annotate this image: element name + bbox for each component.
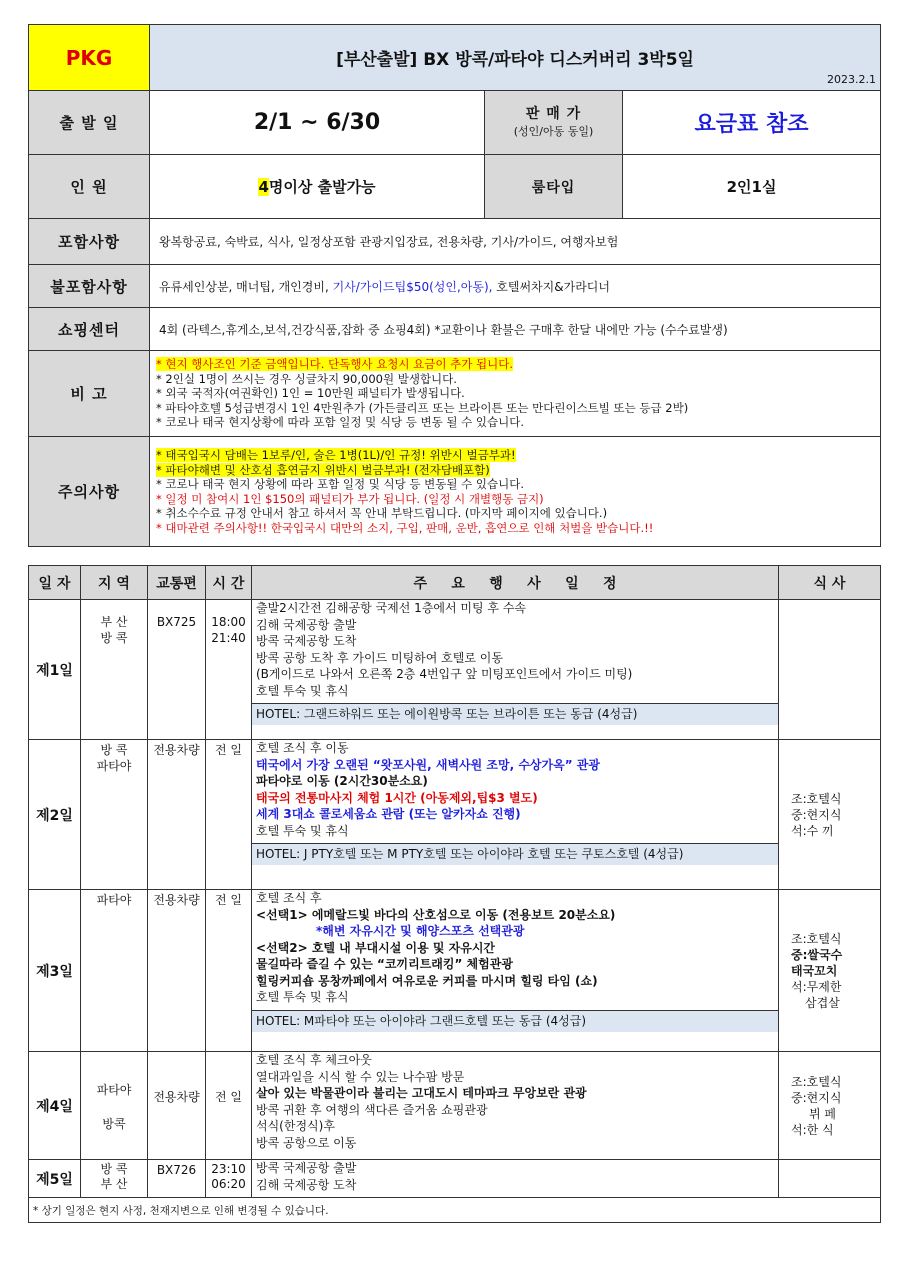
depart-label: 출 발 일 <box>29 91 150 155</box>
caution-label: 주의사항 <box>29 437 150 547</box>
day-items <box>252 1160 779 1198</box>
itinerary-item: 호텔 투숙 및 휴식 <box>256 990 349 1004</box>
day-row <box>29 600 881 740</box>
itinerary-item: 출발2시간전 김해공항 국제선 1층에서 미팅 후 수속 <box>256 601 526 615</box>
day-meals: 조:호텔식 중:쌀국수 태국꼬치 석:무제한 삼겹살 <box>779 890 881 1052</box>
price-value: 요금표 참조 <box>623 91 881 155</box>
day-time: 전 일 <box>206 740 252 890</box>
itinerary-item: 힐링커피숍 몽창까페에서 여유로운 커피를 마시며 힐링 타임 (쇼) <box>256 973 598 988</box>
include-label: 포함사항 <box>29 219 150 265</box>
itinerary-item: 호텔 조식 후 이동 <box>256 741 349 755</box>
itinerary-item: 호텔 투숙 및 휴식 <box>256 683 349 698</box>
day-time: 전 일 <box>206 1052 252 1160</box>
day-transport: 전용차량 <box>148 1052 206 1160</box>
day-meals: 조:호텔식 중:현지식 석:수 끼 <box>779 740 881 890</box>
doc-date: 2023.2.1 <box>827 73 877 86</box>
exclude-text-c: 호텔써차지&가라디너 <box>492 279 610 294</box>
day-region: 파타야 <box>81 890 148 1052</box>
itinerary-item: 열대과일을 시식 할 수 있는 나수팜 방문 <box>256 1069 465 1084</box>
hotel-info: HOTEL: M파타야 또는 아이야라 그랜드호텔 또는 동급 (4성급) <box>252 1010 778 1032</box>
itinerary-item: <선택2> 호텔 내 부대시설 이용 및 자유시간 <box>256 940 495 955</box>
day-region: 부 산 방 콕 <box>81 600 148 740</box>
caution-item: * 코로나 태국 현지 상황에 따라 포함 일정 및 식당 등 변동될 수 있습니다. <box>156 477 524 491</box>
tour-title-cell <box>150 25 881 91</box>
caution-list <box>150 437 881 547</box>
shop-label: 쇼핑센터 <box>29 308 150 351</box>
itinerary-item: 파타야로 이동 (2시간30분소요) <box>256 774 428 788</box>
remark-item: * 코로나 태국 현지상황에 따라 포함 일정 및 식당 등 변동 될 수 있습니다. <box>156 415 524 430</box>
itinerary-item: 세계 3대쇼 콜로세움쇼 관람 (또는 알카자쇼 진행) <box>256 807 521 821</box>
exclude-label: 불포함사항 <box>29 265 150 308</box>
price-label <box>485 91 623 155</box>
day-time: 18:00 21:40 <box>206 600 252 740</box>
caution-item: * 태국입국시 담배는 1보루/인, 술은 1병(1L)/인 규정! 위반시 벌금부과! <box>156 448 516 462</box>
itinerary-item: 방콕 공항으로 이동 <box>256 1135 357 1150</box>
day-meals <box>779 1160 881 1198</box>
day-label: 제4일 <box>29 1052 81 1160</box>
remark-item: * 외국 국적자(여권확인) 1인 = 10만원 패널티가 발생됩니다. <box>156 386 465 401</box>
itinerary-table <box>28 565 881 1223</box>
remark-list <box>150 351 881 437</box>
itinerary-item: 호텔 조식 후 <box>256 891 322 905</box>
itinerary-item: 방콕 국제공항 도착 <box>256 634 357 648</box>
itinerary-item: 호텔 투숙 및 휴식 <box>256 823 349 838</box>
footnote-row <box>29 1198 881 1223</box>
depart-value: 2/1 ~ 6/30 <box>150 91 485 155</box>
itinerary-item: 석식(한정식)후 <box>256 1119 335 1133</box>
day-row <box>29 890 881 1052</box>
day-row <box>29 1052 881 1160</box>
itinerary-item: 태국의 전통마사지 체험 1시간 (아동제외,팁$3 별도) <box>256 790 538 805</box>
day-time: 전 일 <box>206 890 252 1052</box>
col-itinerary: 주 요 행 사 일 정 <box>252 566 779 600</box>
day-row <box>29 1160 881 1198</box>
exclude-text-a: 유류세인상분, 매너팁, 개인경비, <box>159 279 333 294</box>
remark-item: * 현지 행사조인 기준 금액입니다. 단독행사 요청시 요금이 추가 됩니다. <box>156 357 514 372</box>
price-label-sub: (성인/아동 동일) <box>513 124 594 138</box>
caution-item: * 취소수수료 규정 안내서 참고 하셔서 꼭 안내 부탁드립니다. (마지막 페이지에 있습니다.) <box>156 506 608 520</box>
day-region: 방 콕 부 산 <box>81 1160 148 1198</box>
col-region: 지 역 <box>81 566 148 600</box>
day-region: 파타야 방콕 <box>81 1052 148 1160</box>
day-transport: BX725 <box>148 600 206 740</box>
itinerary-item: <선택1> 에메랄드빛 바다의 산호섬으로 이동 (전용보트 20분소요) <box>256 907 616 922</box>
remark-item: * 2인실 1명이 쓰시는 경우 싱글차지 90,000원 발생합니다. <box>156 371 457 386</box>
col-day: 일 자 <box>29 566 81 600</box>
day-row <box>29 740 881 890</box>
col-time: 시 간 <box>206 566 252 600</box>
itinerary-item: 호텔 조식 후 체크아웃 <box>256 1053 372 1067</box>
remark-label: 비 고 <box>29 351 150 437</box>
day-transport: BX726 <box>148 1160 206 1198</box>
day-meals <box>779 600 881 740</box>
itinerary-item: 살아 있는 박물관이라 불리는 고대도시 테마파크 무앙보란 관광 <box>256 1086 587 1100</box>
guide-tip-text: 기사/가이드팁$50(성인,아동), <box>332 279 493 294</box>
itinerary-item: 김해 국제공항 도착 <box>256 1177 357 1192</box>
hotel-info: HOTEL: 그랜드하워드 또는 에이원방콕 또는 브라이튼 또는 동급 (4성급) <box>252 703 778 725</box>
price-label-main: 판 매 가 <box>525 105 582 122</box>
people-min-text: 명이상 출발가능 <box>268 178 376 196</box>
itinerary-item: 방콕 공항 도착 후 가이드 미팅하여 호텔로 이동 <box>256 650 503 665</box>
tour-title: [부산출발] BX 방콕/파타야 디스커버리 3박5일 <box>336 50 694 70</box>
people-min-count: 4 <box>258 178 269 196</box>
package-info-table <box>28 24 881 547</box>
day-items <box>252 1052 779 1160</box>
day-items <box>252 600 779 740</box>
caution-item: * 대마관련 주의사항!! 한국입국시 대만의 소지, 구입, 판매, 운반, 흡연으로 인해 처벌을 받습니다.!! <box>156 520 654 535</box>
itinerary-item: 김해 국제공항 출발 <box>256 617 357 632</box>
itinerary-item: 방콕 귀환 후 여행의 색다른 즐거움 쇼핑관광 <box>256 1102 488 1117</box>
itinerary-item: 태국에서 가장 오랜된 “왓포사원, 새벽사원 조망, 수상가옥” 관광 <box>256 757 600 772</box>
include-value: 왕복항공료, 숙박료, 식사, 일정상포함 관광지입장료, 전용차량, 기사/가이드, 여행자보험 <box>150 219 881 265</box>
remark-item: * 파타야호텔 5성급변경시 1인 4만원추가 (가든클리프 또는 브라이튼 또는 만다린이스트빌 또는 등급 2박) <box>156 400 689 415</box>
day-meals: 조:호텔식 중:현지식 뷔 페 석:한 식 <box>779 1052 881 1160</box>
hotel-info: HOTEL: J PTY호텔 또는 M PTY호텔 또는 아이야라 호텔 또는 쿠토스호텔 (4성급) <box>252 843 778 865</box>
room-label: 룸타입 <box>485 155 623 219</box>
day-label: 제1일 <box>29 600 81 740</box>
itinerary-item: (B게이드로 나와서 오른쪽 2층 4번입구 앞 미팅포인트에서 가이드 미팅) <box>256 667 633 681</box>
itinerary-header-row <box>29 566 881 600</box>
day-region: 방 콕 파타야 <box>81 740 148 890</box>
day-label: 제5일 <box>29 1160 81 1198</box>
footnote: * 상기 일정은 현지 사정, 천재지변으로 인해 변경될 수 있습니다. <box>29 1198 881 1223</box>
day-transport: 전용차량 <box>148 740 206 890</box>
day-transport: 전용차량 <box>148 890 206 1052</box>
people-value <box>150 155 485 219</box>
col-meal: 식 사 <box>779 566 881 600</box>
shop-value: 4회 (라텍스,휴게소,보석,건강식품,잡화 중 쇼핑4회) *교환이나 환불은 구매후 한달 내에만 가능 (수수료발생) <box>150 308 881 351</box>
itinerary-item: *해변 자유시간 및 해양스포츠 선택관광 <box>316 924 525 938</box>
day-time: 23:10 06:20 <box>206 1160 252 1198</box>
pkg-badge: PKG <box>29 25 150 91</box>
day-items <box>252 890 779 1052</box>
caution-item: * 파타야해변 및 산호섬 흡연금지 위반시 벌금부과! (전자담배포함) <box>156 462 490 477</box>
day-items <box>252 740 779 890</box>
col-transport: 교통편 <box>148 566 206 600</box>
exclude-value <box>150 265 881 308</box>
people-label: 인 원 <box>29 155 150 219</box>
itinerary-item: 물길따라 즐길 수 있는 “코끼리트래킹” 체험관광 <box>256 957 513 971</box>
day-label: 제2일 <box>29 740 81 890</box>
itinerary-item: 방콕 국제공항 출발 <box>256 1161 357 1175</box>
day-label: 제3일 <box>29 890 81 1052</box>
room-value: 2인1실 <box>623 155 881 219</box>
caution-item: * 일정 미 참여시 1인 $150의 패널티가 부가 됩니다. (일정 시 개별행동 금지) <box>156 491 544 506</box>
